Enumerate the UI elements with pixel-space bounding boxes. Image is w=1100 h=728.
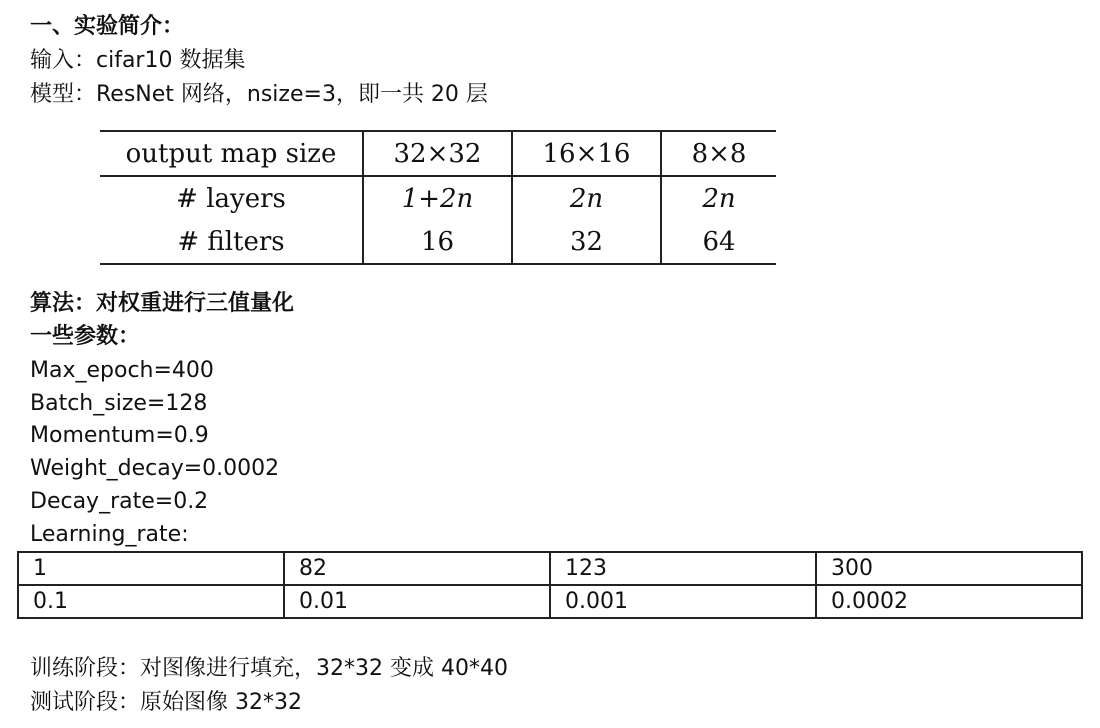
header-cell: 16×16	[512, 131, 661, 176]
table-row	[100, 220, 776, 264]
input-description: 输入：cifar10 数据集	[30, 48, 246, 73]
table-header-row	[100, 131, 776, 176]
table-row	[18, 585, 1082, 618]
table-cell: 82	[284, 552, 550, 585]
test-stage-description: 测试阶段：原始图像 32*32	[30, 690, 302, 715]
row-label: # filters	[100, 220, 363, 264]
table-cell: 2n	[512, 176, 661, 220]
algorithm-description: 算法：对权重进行三值量化	[30, 291, 295, 316]
table-row	[18, 552, 1082, 585]
header-cell: 8×8	[661, 131, 776, 176]
train-stage-description: 训练阶段：对图像进行填充，32*32 变成 40*40	[30, 656, 508, 681]
table-cell: 0.0002	[816, 585, 1082, 618]
param-weight-decay: Weight_decay=0.0002	[30, 456, 280, 481]
row-label: # layers	[176, 183, 286, 214]
table-cell: 2n	[661, 176, 776, 220]
table-cell: 1	[18, 552, 284, 585]
learning-rate-table	[17, 551, 1083, 619]
table-cell: 64	[661, 220, 776, 264]
table-cell: 32	[512, 220, 661, 264]
model-description: 模型：ResNet 网络，nsize=3，即一共 20 层	[30, 82, 488, 107]
table-cell: 123	[550, 552, 816, 585]
table-row	[100, 176, 776, 220]
table-cell: 1+2n	[363, 176, 512, 220]
header-cell: output map size	[100, 131, 363, 176]
architecture-table	[100, 130, 776, 265]
param-learning-rate: Learning_rate:	[30, 522, 189, 547]
table-cell: 300	[816, 552, 1082, 585]
param-momentum: Momentum=0.9	[30, 423, 209, 448]
table-cell: 0.001	[550, 585, 816, 618]
section-title: 一、实验简介：	[30, 14, 185, 39]
table-cell: 0.01	[284, 585, 550, 618]
param-batch-size: Batch_size=128	[30, 391, 208, 416]
params-title: 一些参数：	[30, 324, 141, 349]
param-decay-rate: Decay_rate=0.2	[30, 489, 209, 514]
param-max-epoch: Max_epoch=400	[30, 358, 214, 383]
header-cell: 32×32	[363, 131, 512, 176]
table-cell: 0.1	[18, 585, 284, 618]
table-cell: 16	[363, 220, 512, 264]
